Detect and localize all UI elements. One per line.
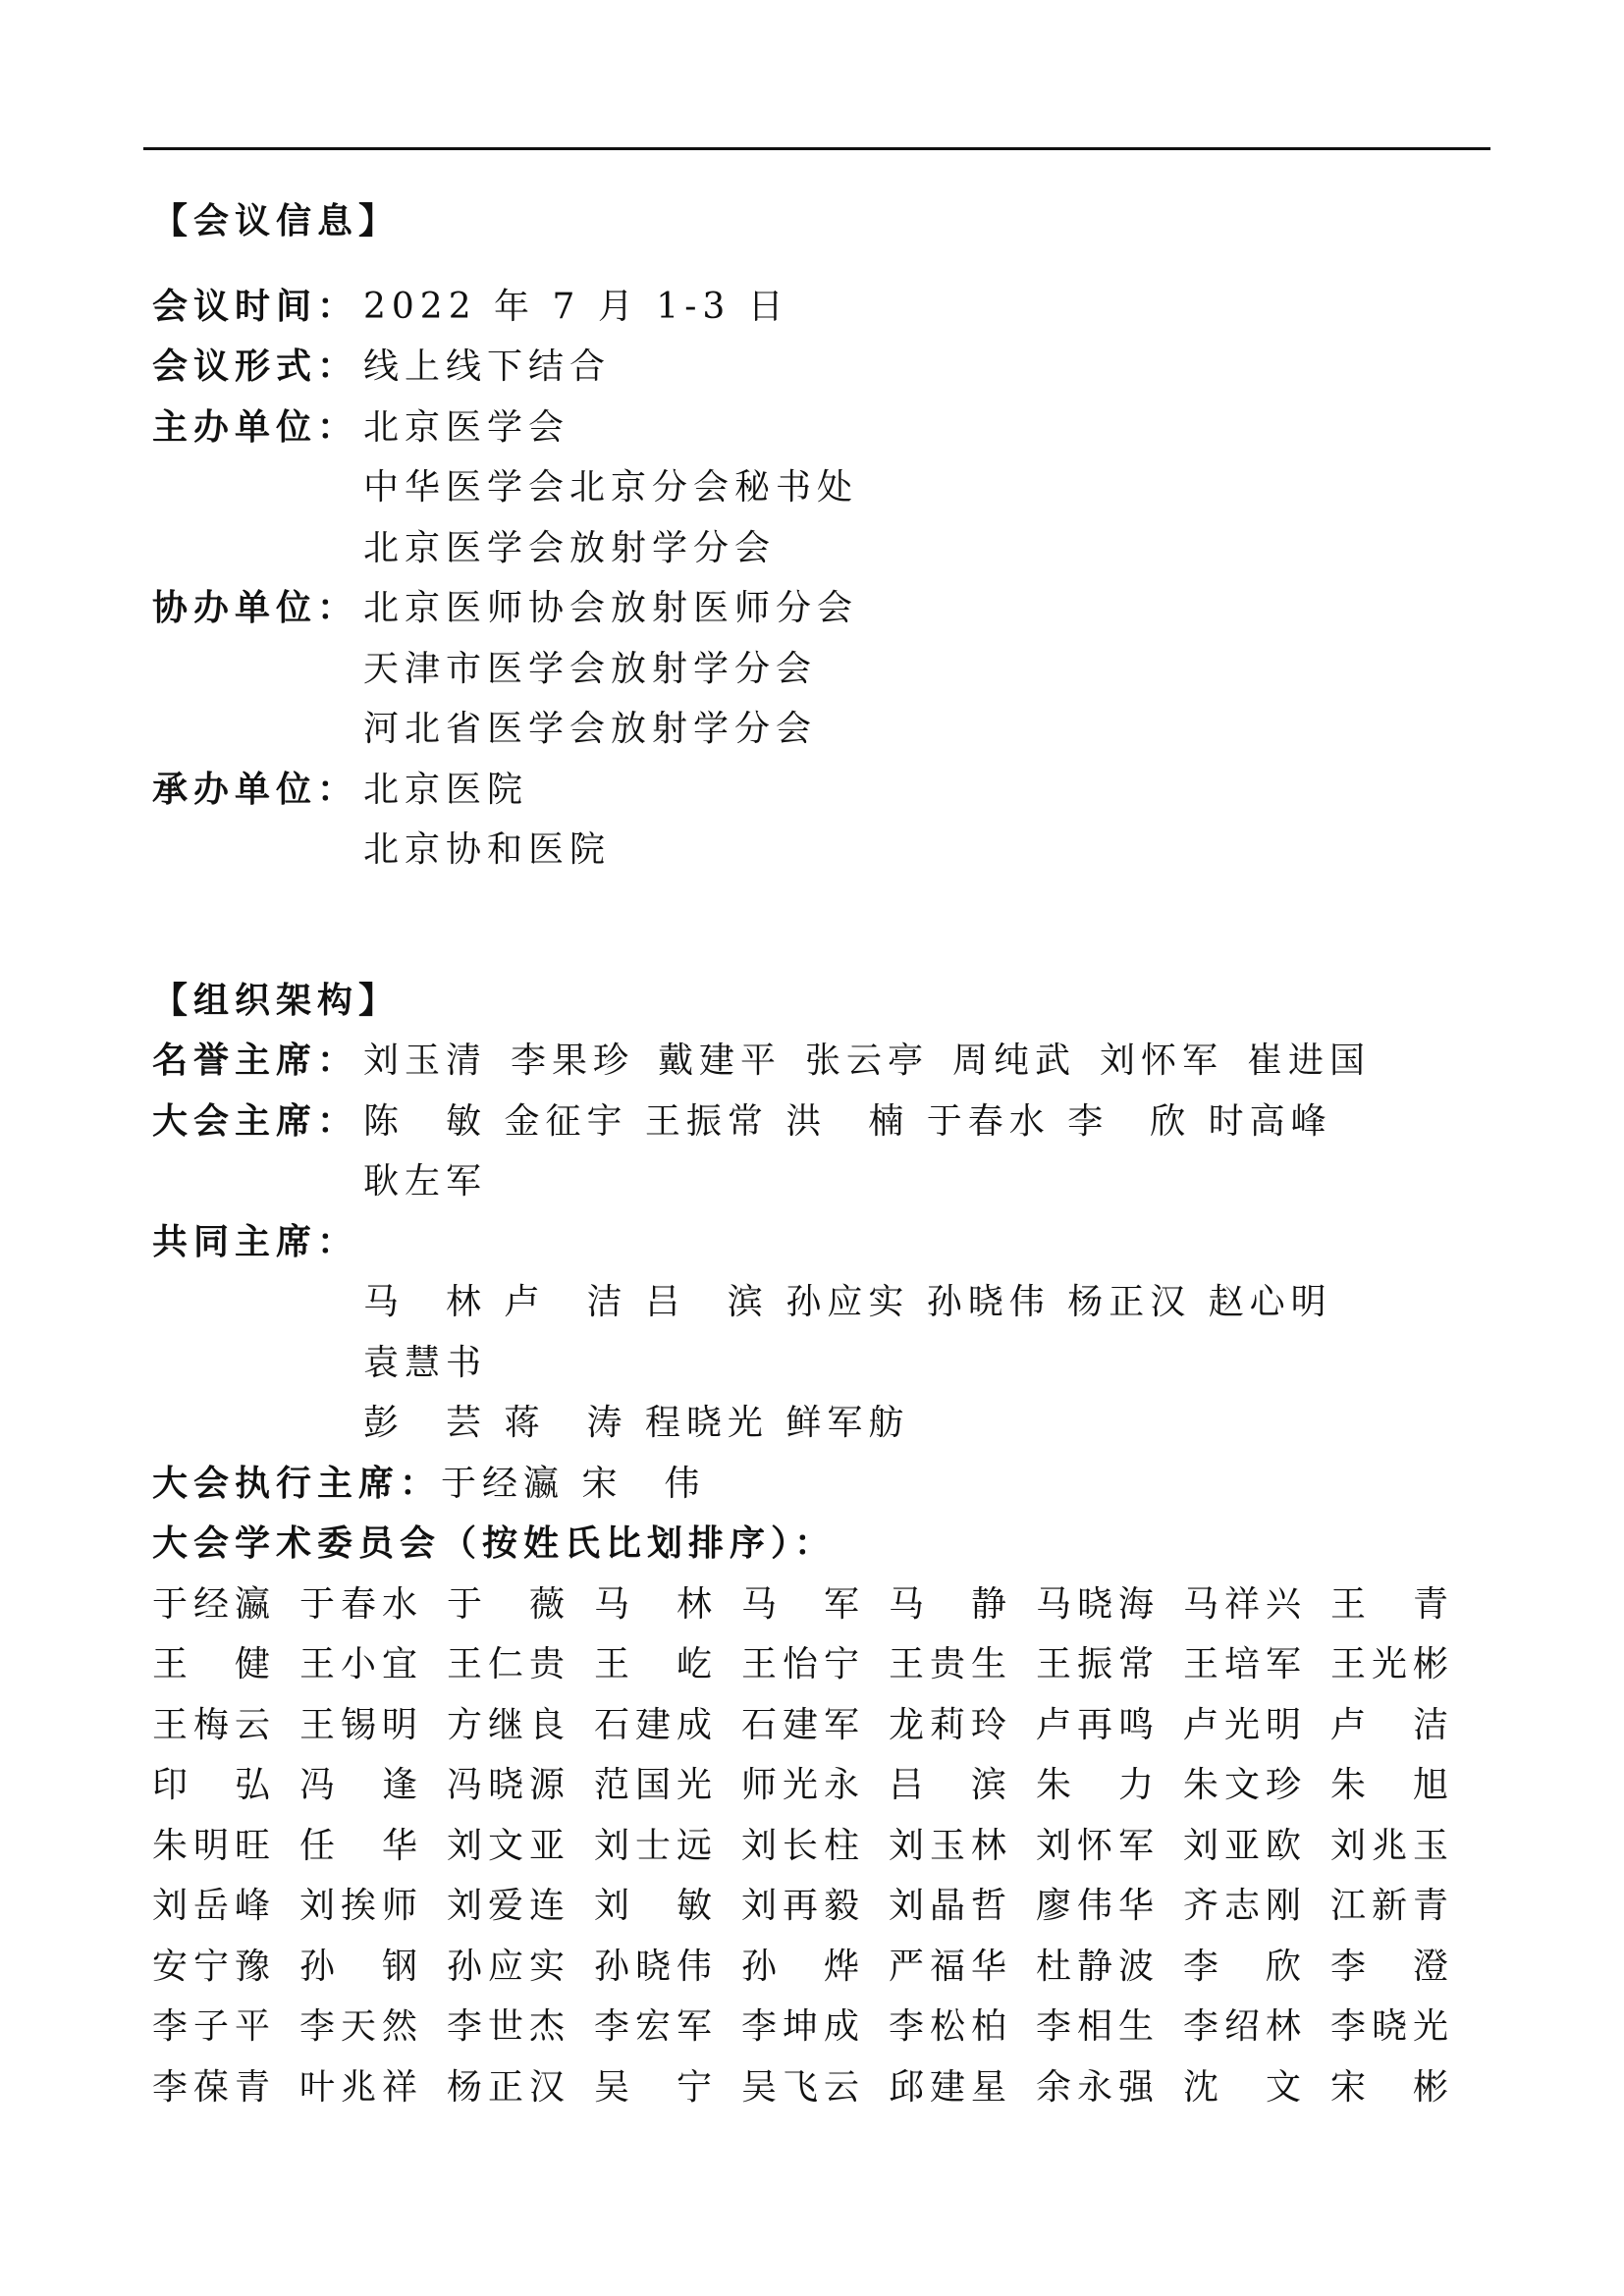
chair-name: 周纯武 — [952, 1041, 1077, 1081]
committee-member: 师光永 — [741, 1765, 866, 1805]
committee-member: 刘岳峰 — [152, 1886, 277, 1926]
chair-name: 张云亭 — [805, 1041, 930, 1081]
organizer-org: 北京医院 — [363, 769, 529, 810]
committee-member: 叶兆祥 — [299, 2066, 424, 2108]
committee-member: 杨正汉 — [447, 2066, 571, 2108]
committee-member: 刘文亚 — [447, 1825, 571, 1866]
co-host-org: 天津市医学会放射学分会 — [363, 648, 818, 689]
chair-name: 刘玉清 — [363, 1041, 488, 1081]
conference-chairs-label: 大会主席： — [152, 1099, 359, 1142]
co-host-org: 河北省医学会放射学分会 — [363, 709, 818, 749]
chair-name: 崔进国 — [1247, 1041, 1372, 1081]
committee-member: 卢再鸣 — [1036, 1704, 1161, 1745]
executive-chairs-label: 大会执行主席： — [152, 1462, 442, 1504]
executive-chairs-row — [152, 1454, 1468, 1515]
committee-member: 于经瀛 — [152, 1583, 277, 1625]
committee-member: 马晓海 — [1036, 1583, 1161, 1625]
co-host-row — [152, 578, 1468, 760]
committee-member: 王培军 — [1183, 1644, 1308, 1684]
committee-member: 李松柏 — [889, 2006, 1013, 2047]
committee-member: 刘再毅 — [741, 1886, 866, 1926]
committee-member: 刘挨师 — [299, 1886, 424, 1926]
committee-member: 李葆青 — [152, 2066, 277, 2108]
committee-member: 冯晓源 — [447, 1765, 571, 1805]
committee-member: 于 薇 — [447, 1583, 571, 1625]
committee-member: 李 欣 — [1183, 1946, 1308, 1987]
committee-member: 王 健 — [152, 1644, 277, 1684]
committee-member: 王振常 — [1036, 1644, 1161, 1684]
academic-committee-list — [152, 1575, 1468, 2118]
meeting-time-value: 2022 年 7 月 1-3 日 — [363, 286, 789, 327]
committee-member: 廖伟华 — [1036, 1886, 1161, 1926]
committee-member: 王怡宁 — [741, 1644, 866, 1684]
committee-member: 孙晓伟 — [594, 1946, 719, 1987]
committee-member: 刘 敏 — [594, 1886, 719, 1926]
committee-member: 刘兆玉 — [1330, 1825, 1455, 1866]
committee-member: 刘晶哲 — [889, 1886, 1013, 1926]
header-rule — [143, 147, 1490, 150]
committee-member: 吕 滨 — [889, 1765, 1013, 1805]
committee-member: 刘士远 — [594, 1825, 719, 1866]
co-chairs-line: 彭 芸 蒋 涛 程晓光 鲜军舫 — [363, 1403, 910, 1443]
committee-member: 李晓光 — [1330, 2006, 1455, 2047]
committee-member: 李宏军 — [594, 2006, 719, 2047]
committee-member: 李绍林 — [1183, 2006, 1308, 2047]
committee-member: 刘长柱 — [741, 1825, 866, 1866]
committee-member: 杜静波 — [1036, 1946, 1161, 1987]
co-host-label: 协办单位： — [152, 587, 359, 628]
committee-member: 朱 旭 — [1330, 1765, 1455, 1805]
committee-member: 卢 洁 — [1330, 1704, 1455, 1745]
meeting-format-value: 线上线下结合 — [363, 347, 612, 387]
host-org: 北京医学会 — [363, 406, 570, 448]
committee-member: 龙莉玲 — [889, 1704, 1013, 1745]
committee-member: 王 屹 — [594, 1644, 719, 1684]
committee-member: 马 军 — [741, 1583, 866, 1625]
committee-member: 刘玉林 — [889, 1825, 1013, 1866]
meeting-time-row — [152, 277, 1468, 338]
organizer-row — [152, 760, 1468, 881]
executive-chairs-value: 于经瀛 宋 伟 — [441, 1463, 706, 1504]
co-host-org: 北京医师协会放射医师分会 — [363, 588, 859, 628]
academic-committee-label: 大会学术委员会（按姓氏比划排序）： — [152, 1522, 837, 1564]
committee-member: 刘怀军 — [1036, 1825, 1161, 1866]
co-chairs-line: 马 林 卢 洁 吕 滨 孙应实 孙晓伟 杨正汉 赵心明 — [363, 1282, 1332, 1322]
committee-member: 刘亚欧 — [1183, 1825, 1308, 1866]
meeting-time-label: 会议时间： — [152, 285, 359, 327]
committee-member: 齐志刚 — [1183, 1886, 1308, 1926]
co-chairs-line: 袁慧书 — [363, 1342, 488, 1383]
chair-name: 刘怀军 — [1100, 1041, 1224, 1081]
committee-member: 李 澄 — [1330, 1946, 1455, 1987]
organizer-org: 北京协和医院 — [363, 829, 612, 870]
honorary-chairs-label: 名誉主席： — [152, 1040, 359, 1081]
conference-chairs-line: 陈 敏 金征宇 王振常 洪 楠 于春水 李 欣 时高峰 — [363, 1100, 1332, 1142]
committee-member: 宋 彬 — [1330, 2066, 1455, 2108]
committee-member: 马 林 — [594, 1583, 719, 1625]
chair-name: 戴建平 — [658, 1041, 783, 1081]
committee-member: 王光彬 — [1330, 1644, 1455, 1684]
committee-member: 王梅云 — [152, 1704, 277, 1745]
committee-member: 王小宜 — [299, 1644, 424, 1684]
committee-member: 李世杰 — [447, 2006, 571, 2047]
committee-member: 印 弘 — [152, 1765, 277, 1805]
committee-member: 余永强 — [1036, 2066, 1161, 2108]
committee-member: 朱 力 — [1036, 1765, 1161, 1805]
co-chairs-label: 共同主席： — [152, 1220, 359, 1262]
committee-member: 孙 烨 — [741, 1946, 866, 1987]
host-row — [152, 398, 1468, 579]
committee-member: 李子平 — [152, 2006, 277, 2047]
honorary-chairs-row — [152, 1031, 1468, 1092]
committee-member: 沈 文 — [1183, 2066, 1308, 2108]
committee-member: 卢光明 — [1183, 1704, 1308, 1745]
host-org: 中华医学会北京分会秘书处 — [363, 467, 859, 507]
committee-member: 王锡明 — [299, 1704, 424, 1745]
committee-member: 吴 宁 — [594, 2066, 719, 2108]
committee-member: 朱明旺 — [152, 1825, 277, 1866]
committee-member: 刘爱连 — [447, 1886, 571, 1926]
committee-member: 吴飞云 — [741, 2066, 866, 2108]
committee-member: 江新青 — [1330, 1886, 1455, 1926]
committee-member: 安宁豫 — [152, 1946, 277, 1987]
committee-member: 李天然 — [299, 2006, 424, 2047]
committee-member: 李相生 — [1036, 2006, 1161, 2047]
committee-member: 严福华 — [889, 1946, 1013, 1987]
meeting-format-label: 会议形式： — [152, 346, 359, 387]
committee-member: 孙应实 — [447, 1946, 571, 1987]
committee-member: 冯 逢 — [299, 1765, 424, 1805]
meeting-info-title: 【会议信息】 — [152, 200, 401, 241]
committee-member: 王仁贵 — [447, 1644, 571, 1684]
meeting-format-row — [152, 337, 1468, 398]
document-body — [152, 191, 1468, 2117]
committee-member: 石建成 — [594, 1704, 719, 1745]
organization-title: 【组织架构】 — [152, 979, 401, 1021]
chair-name: 李果珍 — [511, 1041, 635, 1081]
committee-member: 邱建星 — [889, 2066, 1013, 2108]
committee-member: 任 华 — [299, 1825, 424, 1866]
committee-member: 石建军 — [741, 1704, 866, 1745]
host-label: 主办单位： — [152, 405, 359, 448]
conference-chairs-row — [152, 1092, 1468, 1212]
conference-chairs-line: 耿左军 — [363, 1161, 488, 1201]
committee-member: 王贵生 — [889, 1644, 1013, 1684]
committee-member: 王 青 — [1330, 1583, 1455, 1625]
organizer-label: 承办单位： — [152, 768, 359, 810]
committee-member: 马 静 — [889, 1583, 1013, 1625]
committee-member: 孙 钢 — [299, 1946, 424, 1987]
honorary-chairs-names — [363, 1031, 1468, 1092]
host-org: 北京医学会放射学分会 — [363, 527, 777, 568]
committee-member: 范国光 — [594, 1765, 719, 1805]
committee-member: 方继良 — [447, 1704, 571, 1745]
committee-member: 朱文珍 — [1183, 1765, 1308, 1805]
committee-member: 于春水 — [299, 1583, 424, 1625]
committee-member: 马祥兴 — [1183, 1583, 1308, 1625]
committee-member: 李坤成 — [741, 2006, 866, 2047]
